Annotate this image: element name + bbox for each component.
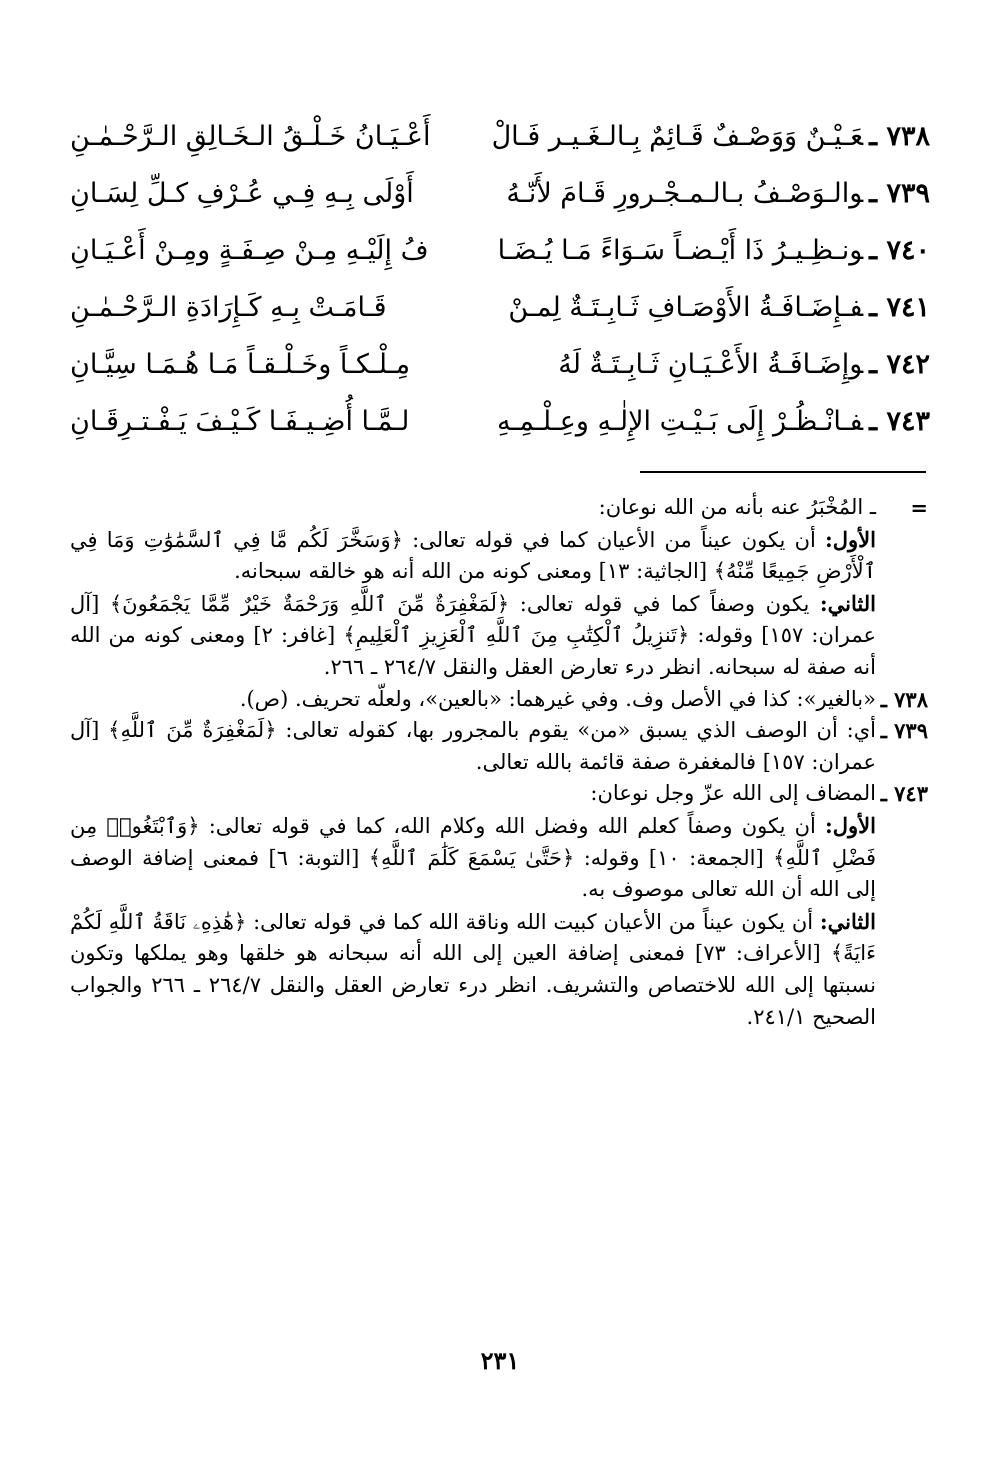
footnote-text: المضاف إلى الله عزّ وجل نوعان: <box>590 781 876 806</box>
verse-first-hemistich <box>497 222 930 279</box>
poem-verses <box>70 108 930 450</box>
footnote-paragraph <box>70 492 876 524</box>
footnote-number: ٧٣٨ ـ <box>880 686 928 712</box>
footnote-body <box>70 715 876 778</box>
footnote-lead: الأول: <box>825 526 876 552</box>
verse-first-hemistich-text: فـإِضَـافَـةُ الأَوْصَـافِ ثَـابِـتَـةٌ لِمـنْ <box>508 292 864 323</box>
footnote-paragraph <box>70 715 876 778</box>
footnote-lead: الثاني: <box>819 590 876 616</box>
verse-second-hemistich: أَعْـيَـانُ خَـلْـقُ الـخَـالِقِ الـرَّحْـمٰـنِ <box>70 121 431 152</box>
verse-second-hemistich: فُ إِلَيْـهِ مِـنْ صِـفَـةٍ ومِـنْ أَعْـيَـانِ <box>70 235 429 266</box>
verse-second-hemistich: أَوْلَى بِـهِ فِـي عُـرْفِ كـلِّ لِسَـانِ <box>70 178 414 209</box>
page-number: ٢٣١ <box>480 1346 520 1375</box>
verse-number: ٧٣٩ ـ <box>869 178 930 209</box>
verse-line <box>70 279 930 336</box>
verse-first-hemistich <box>491 108 930 165</box>
footnote <box>70 778 928 1033</box>
footnote-paragraph <box>70 524 876 588</box>
footnote-text: أن يكون وصفاً كعلم الله وفضل الله وكلام الله، كما في قوله تعالى: ﴿وَٱبْتَغُوا۟ مِن فَضْلِ ٱللَّهِ﴾ [الجمعة: ١٠] وقوله: ﴿حَتَّىٰ يَسْمَعَ كَلَٰمَ ٱللَّهِ﴾ [التوبة: ٦] فمعنى إضافة الوصف إلى الله أن الله تعالى موصوف به. <box>70 813 876 902</box>
verse-first-hemistich-text: فـانْـظُـرْ إِلَى بَـيْـتِ الإِلٰـهِ وعِـلْـمِـهِ <box>497 406 864 437</box>
verse-line <box>70 336 930 393</box>
footnote-number: = <box>910 495 928 520</box>
verse-number: ٧٣٨ ـ <box>869 121 930 152</box>
verse-number: ٧٤٢ ـ <box>869 349 930 380</box>
verse-first-hemistich <box>500 279 930 336</box>
footnote-paragraph <box>70 684 876 716</box>
verse-second-hemistich: لـمَّـا أُضِـيـفَـا كَـيْـفَ يَـفْـتـرِقَـانِ <box>70 406 410 437</box>
footnote-text: أن يكون عيناً من الأعيان كبيت الله وناقة الله كما في قوله تعالى: ﴿هَٰذِهِۦ نَاقَةُ ٱللَّهِ لَكُمْ ءَايَةً﴾ [الأعراف: ٧٣] فمعنى إضافة العين إلى الله أنه سبحانه هو خلقها وهو يملكها وتكون نسبتها إلى الله للاختصاص والتشريف. انظر درء تعارض العقل والنقل ٢٦٤/٧ ـ ٢٦٦ والجواب الصحيح ٢٤١/١. <box>70 909 876 1029</box>
footnote-body <box>70 684 876 716</box>
footnote-paragraph <box>70 810 876 906</box>
verse-second-hemistich: قَـامَـتْ بِـهِ كَـإِرَادَةِ الـرَّحْـمٰـنِ <box>70 292 387 323</box>
verse-second-hemistich: مِـلْـكـاً وخَـلْـقـاً مَـا هُـمَـا سِيَّـانِ <box>70 349 411 380</box>
footnote-body <box>70 492 876 684</box>
footnote-text: أن يكون عيناً من الأعيان كما في قوله تعالى: ﴿وَسَخَّرَ لَكُم مَّا فِي ٱلسَّمَٰوَٰتِ وَمَا فِي ٱلْأَرْضِ جَمِيعًا مِّنْهُ﴾ [الجاثية: ١٣] ومعنى كونه من الله أنه هو خالقه سبحانه. <box>70 527 876 584</box>
verse-line <box>70 222 930 279</box>
verse-number: ٧٤٠ ـ <box>869 235 930 266</box>
verse-first-hemistich <box>497 393 930 450</box>
verse-first-hemistich <box>500 165 930 222</box>
verse-first-hemistich-text: ونـظِـيـرُ ذَا أَيْـضـاً سَـوَاءً مَـا يُـضَـا <box>497 235 864 266</box>
footnote-body <box>70 778 876 1033</box>
footnote-paragraph <box>70 588 876 684</box>
footnote-number: ٧٤٣ ـ <box>880 781 928 807</box>
verse-number: ٧٤١ ـ <box>869 292 930 323</box>
footnote-paragraph <box>70 906 876 1033</box>
footnotes <box>70 492 928 1033</box>
footnote <box>70 492 928 684</box>
footnote-lead: الأول: <box>825 812 876 838</box>
verse-line <box>70 393 930 450</box>
verse-first-hemistich-text: وإِضَـافَـةُ الأَعْـيَـانِ ثَـابِـتَـةٌ لَهُ <box>558 349 864 380</box>
footnote <box>70 715 928 778</box>
footnote-number: ٧٣٩ ـ <box>880 718 928 744</box>
verse-first-hemistich <box>500 336 930 393</box>
footnote-separator <box>640 471 926 473</box>
verse-first-hemistich-text: عَـيْـنٌ وَوَصْـفٌ قَـائِمٌ بِـالـغَـيـر فَـالْ <box>491 121 864 152</box>
verse-number: ٧٤٣ ـ <box>869 406 930 437</box>
verse-line <box>70 108 930 165</box>
footnote-text: ـ المُخْبَرُ عنه بأنه من الله نوعان: <box>598 495 876 519</box>
footnote-text: «بالغير»: كذا في الأصل وف. وفي غيرهما: «بالعين»، ولعلّه تحريف. (ص). <box>239 686 876 711</box>
footnote-paragraph <box>70 778 876 810</box>
footnote <box>70 684 928 716</box>
footnote-text: أي: أن الوصف الذي يسبق «من» يقوم بالمجرور بها، كقوله تعالى: ﴿لَمَغْفِرَةٌ مِّنَ ٱللَّهِ﴾ [آل عمران: ١٥٧] فالمغفرة صفة قائمة بالله تعالى. <box>70 718 876 774</box>
footnote-lead: الثاني: <box>819 908 876 934</box>
verse-line <box>70 165 930 222</box>
footnote-text: يكون وصفاً كما في قوله تعالى: ﴿لَمَغْفِرَةٌ مِّنَ ٱللَّهِ وَرَحْمَةٌ خَيْرٌ مِّمَّا يَجْمَعُونَ﴾ [آل عمران: ١٥٧] وقوله: ﴿تَنزِيلُ ٱلْكِتَٰبِ مِنَ ٱللَّهِ ٱلْعَزِيزِ ٱلْعَلِيمِ﴾ [غافر: ٢] ومعنى كونه من الله أنه صفة له سبحانه. انظر درء تعارض العقل والنقل ٢٦٤/٧ ـ ٢٦٦. <box>70 591 877 679</box>
verse-first-hemistich-text: والـوَصْـفُ بـالـمـجْـرورِ قَـامَ لأَنّـهُ <box>506 178 864 209</box>
